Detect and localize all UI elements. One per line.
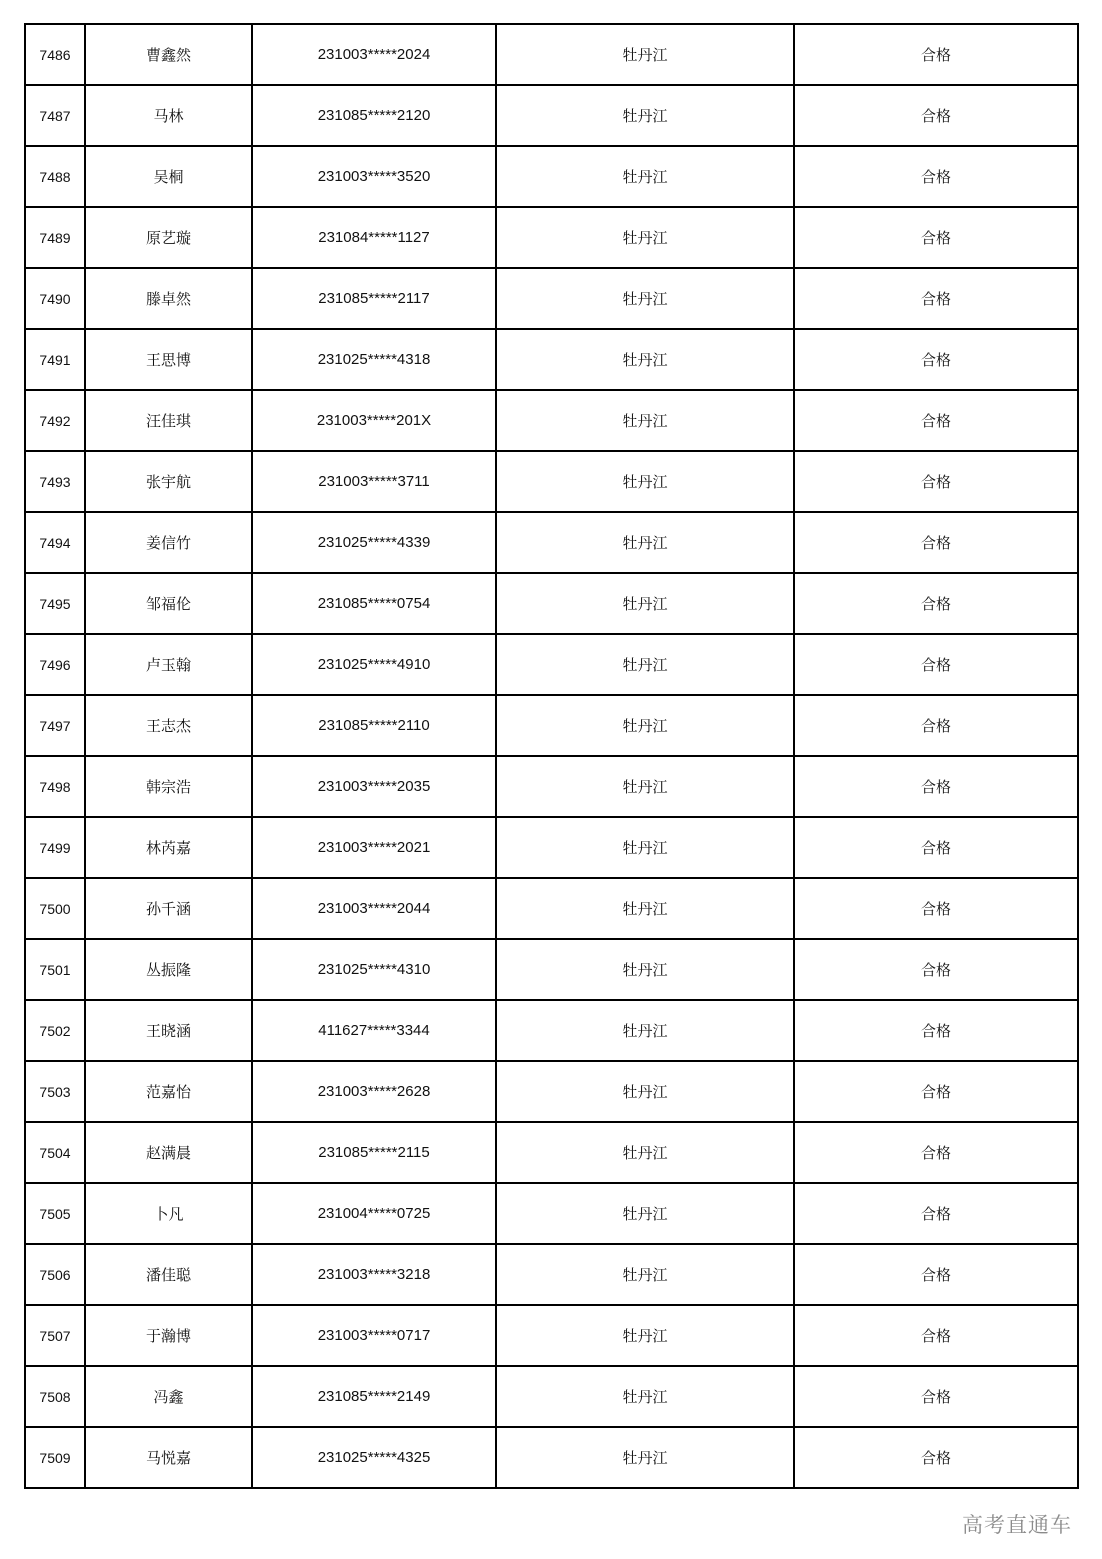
cell-name: 孙千涵 bbox=[85, 878, 252, 939]
table-row bbox=[25, 512, 1078, 573]
cell-id-number: 231004*****0725 bbox=[252, 1183, 496, 1244]
cell-city: 牡丹江 bbox=[496, 146, 794, 207]
cell-number: 7501 bbox=[25, 939, 85, 1000]
cell-id-number: 231085*****2149 bbox=[252, 1366, 496, 1427]
cell-city: 牡丹江 bbox=[496, 756, 794, 817]
table-row bbox=[25, 1305, 1078, 1366]
cell-result: 合格 bbox=[794, 634, 1078, 695]
cell-number: 7502 bbox=[25, 1000, 85, 1061]
cell-result: 合格 bbox=[794, 268, 1078, 329]
cell-id-number: 411627*****3344 bbox=[252, 1000, 496, 1061]
cell-result: 合格 bbox=[794, 1122, 1078, 1183]
cell-city: 牡丹江 bbox=[496, 1122, 794, 1183]
cell-number: 7498 bbox=[25, 756, 85, 817]
cell-id-number: 231003*****201X bbox=[252, 390, 496, 451]
cell-number: 7508 bbox=[25, 1366, 85, 1427]
cell-number: 7489 bbox=[25, 207, 85, 268]
cell-number: 7499 bbox=[25, 817, 85, 878]
cell-name: 林芮嘉 bbox=[85, 817, 252, 878]
cell-result: 合格 bbox=[794, 878, 1078, 939]
cell-id-number: 231025*****4339 bbox=[252, 512, 496, 573]
cell-result: 合格 bbox=[794, 1366, 1078, 1427]
cell-name: 张宇航 bbox=[85, 451, 252, 512]
cell-name: 姜信竹 bbox=[85, 512, 252, 573]
cell-number: 7505 bbox=[25, 1183, 85, 1244]
cell-result: 合格 bbox=[794, 939, 1078, 1000]
cell-result: 合格 bbox=[794, 1061, 1078, 1122]
cell-city: 牡丹江 bbox=[496, 1183, 794, 1244]
cell-number: 7500 bbox=[25, 878, 85, 939]
cell-number: 7495 bbox=[25, 573, 85, 634]
table-row bbox=[25, 207, 1078, 268]
cell-id-number: 231003*****3520 bbox=[252, 146, 496, 207]
cell-result: 合格 bbox=[794, 146, 1078, 207]
cell-number: 7491 bbox=[25, 329, 85, 390]
cell-name: 赵满晨 bbox=[85, 1122, 252, 1183]
cell-city: 牡丹江 bbox=[496, 329, 794, 390]
cell-city: 牡丹江 bbox=[496, 878, 794, 939]
table-row bbox=[25, 1427, 1078, 1488]
cell-id-number: 231003*****2628 bbox=[252, 1061, 496, 1122]
cell-result: 合格 bbox=[794, 24, 1078, 85]
cell-id-number: 231085*****2110 bbox=[252, 695, 496, 756]
cell-id-number: 231084*****1127 bbox=[252, 207, 496, 268]
cell-city: 牡丹江 bbox=[496, 390, 794, 451]
table-row bbox=[25, 1244, 1078, 1305]
cell-result: 合格 bbox=[794, 573, 1078, 634]
cell-number: 7493 bbox=[25, 451, 85, 512]
cell-id-number: 231085*****2117 bbox=[252, 268, 496, 329]
cell-city: 牡丹江 bbox=[496, 1244, 794, 1305]
cell-id-number: 231003*****2044 bbox=[252, 878, 496, 939]
cell-id-number: 231025*****4325 bbox=[252, 1427, 496, 1488]
cell-number: 7507 bbox=[25, 1305, 85, 1366]
table-row bbox=[25, 329, 1078, 390]
cell-name: 冯鑫 bbox=[85, 1366, 252, 1427]
cell-result: 合格 bbox=[794, 207, 1078, 268]
table-row bbox=[25, 1183, 1078, 1244]
cell-number: 7509 bbox=[25, 1427, 85, 1488]
table-row bbox=[25, 268, 1078, 329]
cell-result: 合格 bbox=[794, 1244, 1078, 1305]
cell-name: 马悦嘉 bbox=[85, 1427, 252, 1488]
table-row bbox=[25, 878, 1078, 939]
cell-result: 合格 bbox=[794, 512, 1078, 573]
cell-id-number: 231003*****0717 bbox=[252, 1305, 496, 1366]
cell-name: 卜凡 bbox=[85, 1183, 252, 1244]
table-row bbox=[25, 817, 1078, 878]
cell-result: 合格 bbox=[794, 756, 1078, 817]
cell-id-number: 231085*****0754 bbox=[252, 573, 496, 634]
cell-id-number: 231025*****4318 bbox=[252, 329, 496, 390]
cell-number: 7504 bbox=[25, 1122, 85, 1183]
cell-name: 于瀚博 bbox=[85, 1305, 252, 1366]
cell-city: 牡丹江 bbox=[496, 207, 794, 268]
cell-id-number: 231025*****4910 bbox=[252, 634, 496, 695]
cell-city: 牡丹江 bbox=[496, 1000, 794, 1061]
cell-result: 合格 bbox=[794, 1000, 1078, 1061]
cell-name: 汪佳琪 bbox=[85, 390, 252, 451]
table-row bbox=[25, 451, 1078, 512]
table-body bbox=[25, 24, 1078, 1488]
cell-city: 牡丹江 bbox=[496, 573, 794, 634]
table-row bbox=[25, 1061, 1078, 1122]
cell-city: 牡丹江 bbox=[496, 512, 794, 573]
cell-name: 韩宗浩 bbox=[85, 756, 252, 817]
cell-number: 7506 bbox=[25, 1244, 85, 1305]
cell-number: 7490 bbox=[25, 268, 85, 329]
table-row bbox=[25, 939, 1078, 1000]
cell-name: 滕卓然 bbox=[85, 268, 252, 329]
table-row bbox=[25, 756, 1078, 817]
table-row bbox=[25, 390, 1078, 451]
cell-result: 合格 bbox=[794, 85, 1078, 146]
cell-city: 牡丹江 bbox=[496, 1427, 794, 1488]
cell-id-number: 231085*****2120 bbox=[252, 85, 496, 146]
cell-name: 王思博 bbox=[85, 329, 252, 390]
cell-name: 王志杰 bbox=[85, 695, 252, 756]
cell-result: 合格 bbox=[794, 1183, 1078, 1244]
table-row bbox=[25, 1000, 1078, 1061]
cell-result: 合格 bbox=[794, 1427, 1078, 1488]
cell-number: 7487 bbox=[25, 85, 85, 146]
results-table bbox=[24, 23, 1079, 1489]
cell-city: 牡丹江 bbox=[496, 85, 794, 146]
cell-id-number: 231003*****2024 bbox=[252, 24, 496, 85]
watermark: 高考直通车 bbox=[960, 1509, 1074, 1539]
cell-id-number: 231003*****2035 bbox=[252, 756, 496, 817]
cell-id-number: 231003*****2021 bbox=[252, 817, 496, 878]
cell-name: 丛振隆 bbox=[85, 939, 252, 1000]
cell-city: 牡丹江 bbox=[496, 268, 794, 329]
cell-result: 合格 bbox=[794, 817, 1078, 878]
cell-name: 王晓涵 bbox=[85, 1000, 252, 1061]
cell-city: 牡丹江 bbox=[496, 634, 794, 695]
table-row bbox=[25, 1122, 1078, 1183]
cell-city: 牡丹江 bbox=[496, 24, 794, 85]
table-row bbox=[25, 634, 1078, 695]
cell-city: 牡丹江 bbox=[496, 695, 794, 756]
cell-name: 马林 bbox=[85, 85, 252, 146]
cell-result: 合格 bbox=[794, 390, 1078, 451]
cell-number: 7492 bbox=[25, 390, 85, 451]
cell-id-number: 231003*****3711 bbox=[252, 451, 496, 512]
cell-city: 牡丹江 bbox=[496, 1305, 794, 1366]
table-row bbox=[25, 24, 1078, 85]
cell-number: 7496 bbox=[25, 634, 85, 695]
cell-city: 牡丹江 bbox=[496, 817, 794, 878]
cell-number: 7503 bbox=[25, 1061, 85, 1122]
cell-name: 范嘉怡 bbox=[85, 1061, 252, 1122]
cell-city: 牡丹江 bbox=[496, 939, 794, 1000]
table-row bbox=[25, 573, 1078, 634]
cell-name: 邹福伦 bbox=[85, 573, 252, 634]
cell-city: 牡丹江 bbox=[496, 1061, 794, 1122]
table-row bbox=[25, 85, 1078, 146]
cell-result: 合格 bbox=[794, 451, 1078, 512]
table-row bbox=[25, 695, 1078, 756]
cell-id-number: 231025*****4310 bbox=[252, 939, 496, 1000]
cell-id-number: 231085*****2115 bbox=[252, 1122, 496, 1183]
cell-name: 吴桐 bbox=[85, 146, 252, 207]
cell-name: 曹鑫然 bbox=[85, 24, 252, 85]
table-row bbox=[25, 1366, 1078, 1427]
cell-result: 合格 bbox=[794, 1305, 1078, 1366]
cell-name: 原艺璇 bbox=[85, 207, 252, 268]
cell-number: 7486 bbox=[25, 24, 85, 85]
cell-result: 合格 bbox=[794, 329, 1078, 390]
cell-number: 7494 bbox=[25, 512, 85, 573]
cell-city: 牡丹江 bbox=[496, 1366, 794, 1427]
cell-number: 7497 bbox=[25, 695, 85, 756]
cell-result: 合格 bbox=[794, 695, 1078, 756]
cell-number: 7488 bbox=[25, 146, 85, 207]
cell-name: 卢玉翰 bbox=[85, 634, 252, 695]
table-row bbox=[25, 146, 1078, 207]
cell-city: 牡丹江 bbox=[496, 451, 794, 512]
cell-id-number: 231003*****3218 bbox=[252, 1244, 496, 1305]
cell-name: 潘佳聪 bbox=[85, 1244, 252, 1305]
